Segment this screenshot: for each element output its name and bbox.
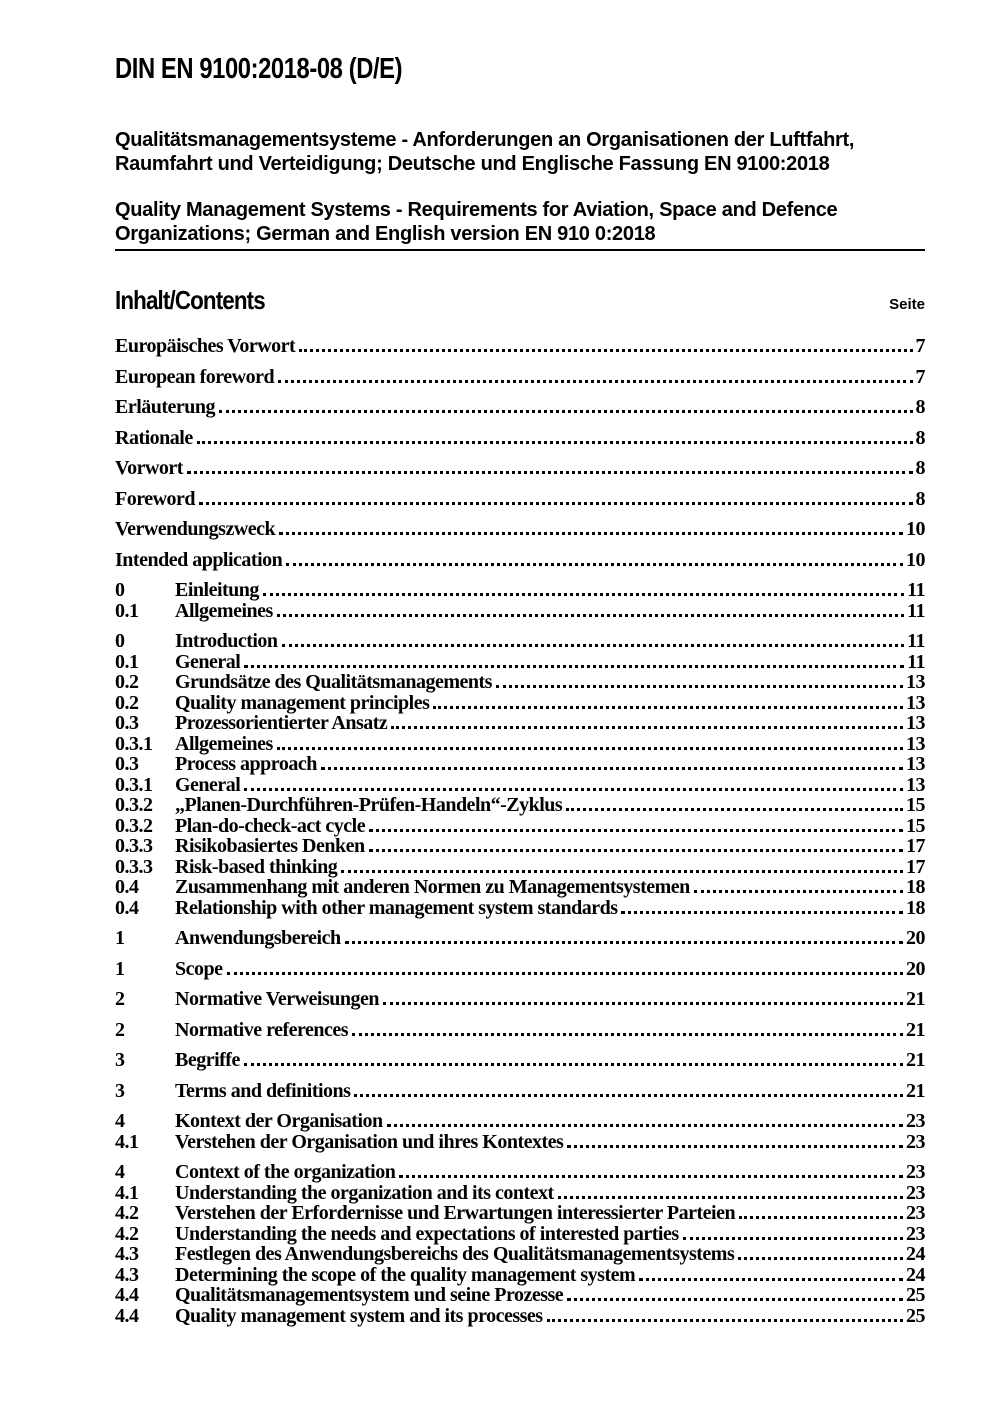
toc-leader-dots [369,829,903,832]
toc-entry-page: 17 [906,835,925,857]
document-title-german [115,128,925,176]
toc-entry [115,1132,925,1153]
toc-entry-number: 4.2 [115,1202,139,1224]
toc-group [115,1020,925,1041]
toc-entry-page: 25 [906,1304,925,1327]
toc-leader-dots [399,1175,903,1178]
toc-leader-dots [547,1319,903,1322]
toc-entry-page: 17 [906,855,925,878]
toc-entry-page: 21 [906,1049,925,1071]
toc-leader-dots [321,767,903,770]
toc-entry [115,397,925,418]
toc-entry-label: Quality management principles [175,691,430,714]
toc-entry-label: Verstehen der Erfordernisse und Erwartungen interessierter Parteien [175,1202,736,1224]
toc-entry-page: 20 [906,927,925,949]
toc-entry [115,1244,925,1265]
toc-entry-page: 8 [915,457,925,479]
toc-leader-dots [244,1063,903,1066]
document-title-german-line-1: Qualitätsmanagementsysteme - Anforderungen an Organisationen der Luftfahrt, [115,129,855,151]
toc-leader-dots [286,563,903,566]
toc-entry [115,898,925,919]
toc-entry [115,1285,925,1306]
toc-entry [115,857,925,878]
toc-entry-label: Verstehen der Organisation und ihres Kontextes [175,1130,564,1153]
toc-entry-label: Zusammenhang mit anderen Normen zu Managementsystemen [175,876,690,898]
toc-entry [115,1020,925,1041]
toc-group [115,519,925,540]
toc-leader-dots [277,614,904,617]
toc-group [115,1050,925,1071]
toc-entry [115,1162,925,1183]
toc-group [115,428,925,449]
document-title-english [115,198,925,246]
toc-entry-number: 0.2 [115,671,139,693]
toc-entry-page: 13 [906,773,925,796]
toc-entry [115,580,925,601]
toc-entry-page: 8 [915,426,925,449]
toc-leader-dots [278,380,912,383]
toc-entry-number: 3 [115,1049,125,1071]
toc-entry-label: Foreword [115,487,196,510]
toc-entry-number: 4.3 [115,1263,139,1286]
toc-leader-dots [433,706,903,709]
toc-entry-number: 2 [115,988,125,1010]
toc-entry [115,795,925,816]
toc-entry-page: 23 [906,1202,925,1224]
toc-entry-label: Quality management system and its processes [175,1304,543,1327]
toc-entry-number: 0.4 [115,876,139,898]
toc-entry-label: European foreword [115,365,275,388]
toc-leader-dots [244,788,903,791]
toc-entry [115,601,925,622]
toc-group [115,367,925,388]
toc-entry [115,989,925,1010]
table-of-contents [115,336,925,1326]
toc-entry-page: 25 [906,1284,925,1306]
toc-entry-page: 21 [906,1018,925,1041]
toc-entry-label: Kontext der Organisation [175,1110,383,1132]
toc-entry-label: Grundsätze des Qualitätsmanagements [175,671,492,693]
toc-group [115,959,925,980]
toc-entry-page: 8 [915,396,925,418]
toc-group [115,550,925,571]
document-title-german-line-2: Raumfahrt und Verteidigung; Deutsche und Englische Fassung EN 9100:2018 [115,153,830,175]
toc-entry-label: Verwendungszweck [115,518,276,540]
toc-group [115,1162,925,1326]
toc-entry-page: 13 [906,671,925,693]
toc-group [115,397,925,418]
toc-entry [115,877,925,898]
toc-entry-page: 13 [906,753,925,775]
toc-entry [115,489,925,510]
toc-entry [115,816,925,837]
toc-entry [115,734,925,755]
toc-entry-page: 10 [906,518,925,540]
toc-entry-number: 4 [115,1161,125,1183]
toc-entry [115,1203,925,1224]
toc-leader-dots [369,849,903,852]
toc-entry-page: 13 [906,691,925,714]
toc-group [115,631,925,918]
toc-entry-label: Normative Verweisungen [175,988,379,1010]
toc-entry-label: Risikobasiertes Denken [175,835,365,857]
toc-leader-dots [558,1196,903,1199]
toc-entry [115,928,925,949]
toc-entry-number: 0.3.3 [115,835,153,857]
toc-leader-dots [279,532,903,535]
toc-entry [115,550,925,571]
toc-entry-label: „Planen-Durchführen-Prüfen-Handeln“-Zyklus [175,794,563,816]
toc-entry-label: Rationale [115,426,193,449]
toc-entry-label: Intended application [115,548,283,571]
toc-leader-dots [197,441,913,444]
toc-entry-page: 7 [915,335,925,357]
toc-entry [115,836,925,857]
toc-leader-dots [299,349,912,352]
toc-entry [115,713,925,734]
toc-leader-dots [739,1216,903,1219]
document-title-english-line-2: Organizations; German and English version EN 910 0:2018 [115,223,656,245]
toc-leader-dots [496,685,903,688]
toc-entry-label: General [175,773,241,796]
toc-entry-number: 0.3.1 [115,732,153,755]
contents-header-row [115,285,925,320]
page-column-label: Seite [889,296,925,313]
toc-entry [115,1111,925,1132]
toc-leader-dots [738,1257,903,1260]
toc-entry-number: 0.3.1 [115,773,153,796]
toc-entry-label: Understanding the organization and its context [175,1181,554,1204]
toc-entry-label: Anwendungsbereich [175,927,341,949]
toc-entry [115,1306,925,1327]
toc-entry [115,754,925,775]
toc-group [115,458,925,479]
toc-leader-dots [694,890,903,893]
document-code: DIN EN 9100:2018-08 (D/E) [115,53,403,85]
toc-entry-page: 11 [907,579,925,601]
toc-leader-dots [566,808,903,811]
toc-entry [115,428,925,449]
toc-entry-page: 24 [906,1243,925,1265]
toc-entry-label: Allgemeines [175,599,273,622]
toc-entry-page: 13 [906,732,925,755]
toc-entry-number: 0.2 [115,691,139,714]
toc-leader-dots [621,911,903,914]
toc-entry-number: 0.3.3 [115,855,153,878]
toc-entry-label: Allgemeines [175,732,273,755]
toc-leader-dots [227,972,904,975]
toc-entry-page: 23 [906,1222,925,1245]
toc-entry-label: Determining the scope of the quality management system [175,1263,636,1286]
toc-entry [115,367,925,388]
toc-entry [115,672,925,693]
toc-entry-number: 0.1 [115,650,139,673]
toc-entry-page: 23 [906,1130,925,1153]
toc-group [115,1111,925,1152]
toc-leader-dots [683,1237,903,1240]
toc-entry-number: 4.2 [115,1222,139,1245]
toc-entry-number: 0.4 [115,896,139,919]
toc-entry [115,652,925,673]
toc-entry-label: Terms and definitions [175,1079,351,1102]
toc-entry-label: General [175,650,241,673]
toc-leader-dots [345,941,903,944]
toc-entry-label: Begriffe [175,1049,240,1071]
toc-entry-number: 0.3 [115,712,139,734]
toc-entry-number: 0.3.2 [115,794,153,816]
toc-leader-dots [199,502,912,505]
toc-entry [115,336,925,357]
toc-entry [115,1050,925,1071]
toc-entry-number: 4.4 [115,1284,139,1306]
toc-entry [115,1224,925,1245]
toc-entry-page: 20 [906,957,925,980]
toc-entry-page: 11 [907,650,925,673]
toc-group [115,489,925,510]
toc-entry-page: 11 [907,630,925,652]
toc-leader-dots [354,1094,903,1097]
toc-entry-page: 10 [906,548,925,571]
toc-leader-dots [219,410,912,413]
toc-entry-number: 4.4 [115,1304,139,1327]
toc-group [115,336,925,357]
toc-leader-dots [387,1124,903,1127]
document-title-english-line-1: Quality Management Systems - Requirements for Aviation, Space and Defence [115,199,838,221]
toc-leader-dots [341,870,903,873]
toc-entry-label: Europäisches Vorwort [115,335,296,357]
toc-entry-label: Vorwort [115,457,183,479]
toc-leader-dots [391,726,903,729]
toc-entry-label: Festlegen des Anwendungsbereichs des Qualitätsmanagementsystems [175,1243,735,1265]
toc-leader-dots [639,1278,903,1281]
toc-entry-page: 15 [906,814,925,837]
toc-entry-number: 0 [115,630,125,652]
toc-group [115,1081,925,1102]
toc-entry-number: 4 [115,1110,125,1132]
toc-entry-page: 7 [915,365,925,388]
toc-entry-number: 1 [115,957,125,980]
toc-entry-label: Qualitätsmanagementsystem und seine Prozesse [175,1284,564,1306]
toc-entry [115,775,925,796]
toc-leader-dots [244,665,904,668]
toc-entry-page: 15 [906,794,925,816]
toc-entry-label: Prozessorientierter Ansatz [175,712,388,734]
title-divider-rule [115,249,925,251]
toc-entry-page: 13 [906,712,925,734]
toc-entry-page: 21 [906,988,925,1010]
toc-group [115,580,925,621]
contents-heading: Inhalt/Contents [115,285,265,315]
toc-entry [115,959,925,980]
toc-entry-page: 18 [906,876,925,898]
toc-entry-label: Risk-based thinking [175,855,338,878]
toc-entry-page: 23 [906,1110,925,1132]
toc-entry-page: 23 [906,1181,925,1204]
toc-entry-label: Scope [175,957,223,980]
toc-entry-number: 0.1 [115,599,139,622]
toc-group [115,989,925,1010]
toc-entry-label: Einleitung [175,579,259,601]
toc-leader-dots [277,747,903,750]
toc-entry-label: Process approach [175,753,317,775]
toc-entry-label: Context of the organization [175,1161,396,1183]
toc-entry-number: 0 [115,579,125,601]
toc-group [115,928,925,949]
toc-leader-dots [263,593,904,596]
toc-entry-label: Erläuterung [115,396,216,418]
toc-entry-number: 1 [115,927,125,949]
toc-leader-dots [567,1145,903,1148]
toc-leader-dots [352,1033,903,1036]
toc-entry-page: 21 [906,1079,925,1102]
toc-entry [115,1081,925,1102]
toc-leader-dots [567,1298,903,1301]
toc-entry [115,693,925,714]
toc-entry [115,519,925,540]
toc-leader-dots [383,1002,903,1005]
toc-entry-number: 0.3.2 [115,814,153,837]
toc-entry-number: 0.3 [115,753,139,775]
toc-entry-number: 4.1 [115,1130,139,1153]
toc-entry [115,458,925,479]
toc-entry-number: 4.3 [115,1243,139,1265]
toc-entry-page: 24 [906,1263,925,1286]
toc-entry [115,631,925,652]
toc-leader-dots [282,644,905,647]
toc-entry-page: 18 [906,896,925,919]
toc-leader-dots [187,471,913,474]
toc-entry-label: Relationship with other management system standards [175,896,618,919]
toc-entry-number: 4.1 [115,1181,139,1204]
toc-entry-page: 23 [906,1161,925,1183]
toc-entry-number: 2 [115,1018,125,1041]
toc-entry-label: Plan-do-check-act cycle [175,814,366,837]
toc-entry-page: 8 [915,487,925,510]
toc-entry [115,1183,925,1204]
toc-entry-page: 11 [907,599,925,622]
toc-entry-number: 3 [115,1079,125,1102]
toc-entry [115,1265,925,1286]
toc-entry-label: Normative references [175,1018,349,1041]
toc-entry-label: Understanding the needs and expectations of interested parties [175,1222,679,1245]
toc-entry-label: Introduction [175,630,278,652]
